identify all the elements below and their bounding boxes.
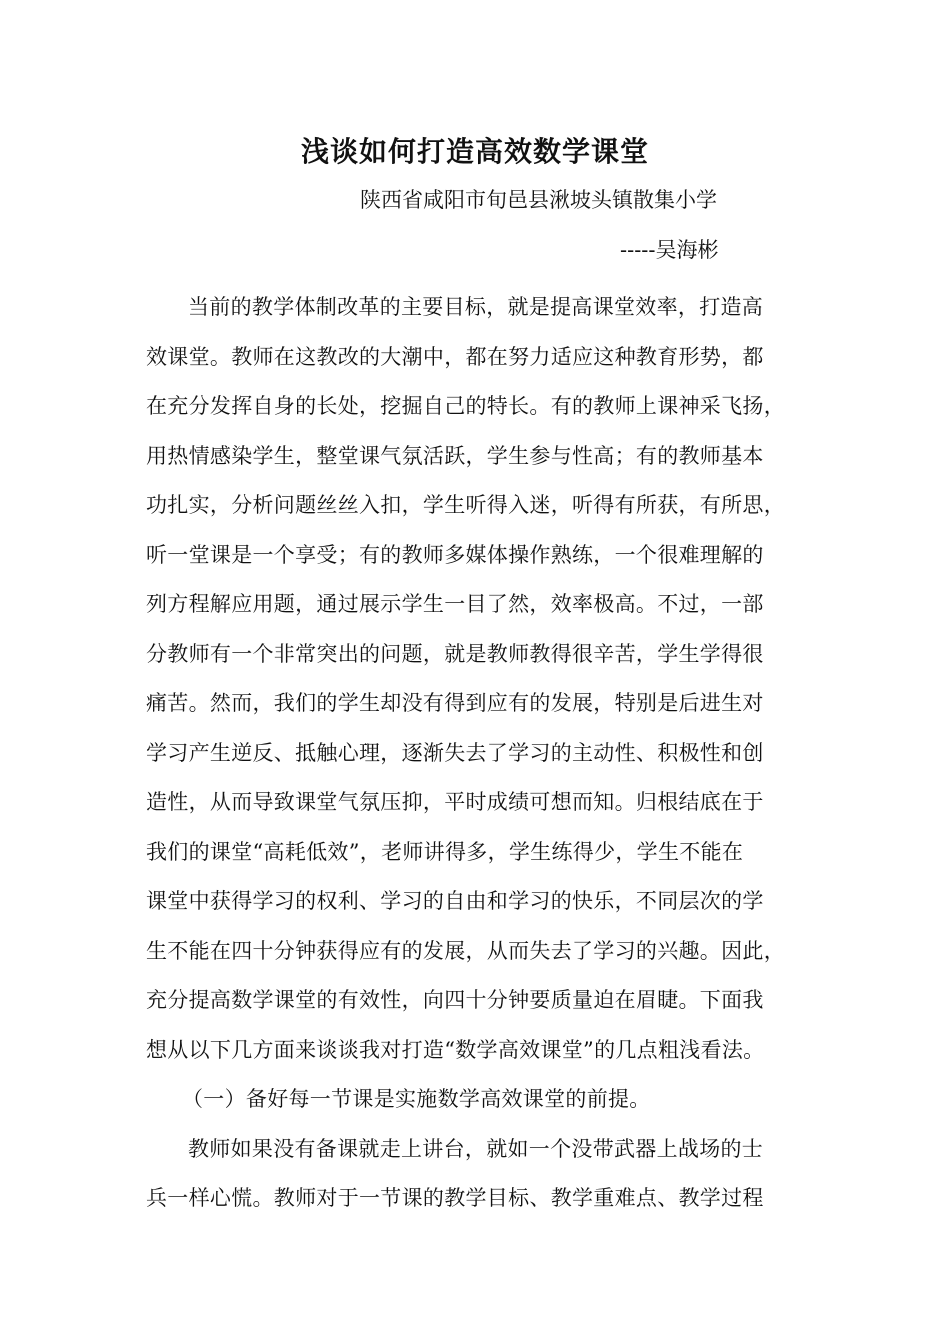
paragraph-line: 听一堂课是一个享受；有的教师多媒体操作熟练，一个很难理解的 (146, 542, 764, 567)
paragraph-line: 兵一样心慌。教师对于一节课的教学目标、教学重难点、教学过程 (146, 1186, 764, 1210)
paragraph-line: 在充分发挥自身的长处，挖掘自己的特长。有的教师上课神采飞扬， (146, 394, 785, 418)
paragraph-line: 我们的课堂“高耗低效”，老师讲得多，学生练得少，学生不能在 (146, 839, 744, 864)
paragraph-line: 充分提高数学课堂的有效性，向四十分钟要质量迫在眉睫。下面我 (146, 988, 764, 1012)
author-affiliation: 陕西省咸阳市旬邑县湫坡头镇散集小学 (360, 188, 717, 212)
paragraph-line: 课堂中获得学习的权利、学习的自由和学习的快乐，不同层次的学 (146, 889, 764, 913)
paragraph-line: 学习产生逆反、抵触心理，逐渐失去了学习的主动性、积极性和创 (146, 740, 764, 765)
paragraph-line: 想从以下几方面来谈谈我对打造“数学高效课堂”的几点粗浅看法。 (146, 1037, 765, 1062)
author-name: -----吴海彬 (620, 238, 719, 262)
paragraph-line: 效课堂。教师在这教改的大潮中，都在努力适应这种教育形势，都 (146, 344, 764, 369)
paragraph-line: 分教师有一个非常突出的问题，就是教师教得很辛苦，学生学得很 (146, 641, 764, 666)
paragraph-line: 功扎实，分析问题丝丝入扣，学生听得入迷，听得有所获，有所思， (146, 493, 785, 517)
paragraph-line: 列方程解应用题，通过展示学生一目了然，效率极高。不过，一部 (146, 592, 764, 616)
section-heading: （一）备好每一节课是实施数学高效课堂的前提。 (182, 1087, 651, 1111)
paragraph-line: 痛苦。然而，我们的学生却没有得到应有的发展，特别是后进生对 (146, 691, 764, 715)
paragraph-line: 生不能在四十分钟获得应有的发展，从而失去了学习的兴趣。因此， (146, 938, 785, 963)
paragraph-line: 用热情感染学生，整堂课气氛活跃，学生参与性高；有的教师基本 (146, 443, 764, 468)
document-title: 浅谈如何打造高效数学课堂 (300, 135, 649, 168)
document-body (146, 283, 822, 1224)
paragraph-line: 教师如果没有备课就走上讲台，就如一个没带武器上战场的士 (188, 1136, 764, 1161)
paragraph-line: 造性，从而导致课堂气氛压抑，平时成绩可想而知。归根结底在于 (146, 790, 764, 814)
paragraph-line: 当前的教学体制改革的主要目标，就是提高课堂效率，打造高 (188, 295, 764, 319)
